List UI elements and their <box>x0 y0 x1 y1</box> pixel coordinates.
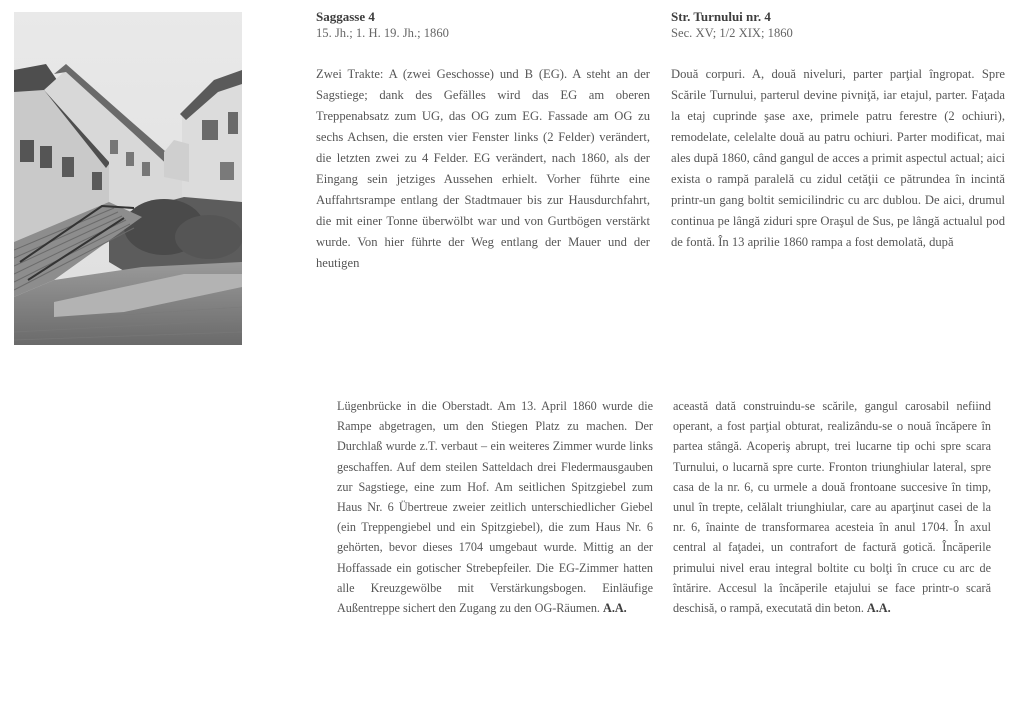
german-entry-bottom <box>337 396 653 618</box>
german-text-part2: Lügenbrücke in die Oberstadt. Am 13. April 1860 wurde die Rampe abgetragen, um den Stiegen Platz zu machen. Der Durchlaß wurde z.T. verbaut – ein weiteres Zimmer wurde links geschaffen. Auf dem steilen Satteldach drei Fledermausgauben zur Sagstiege, eine zum Hof. Am seitlichen Spitzgiebel zum Haus Nr. 6 Übertreue zweier zeitlich unterschiedlicher Giebel (ein Treppengiebel und ein Spitzgiebel), die zum Haus Nr. 6 gehörten, bevor dieses 1704 umgebaut wurde. Mittig an der Hoffassade ein gotischer Strebepfeiler. Die EG-Zimmer hatten alle Kreuzgewölbe mit Verstärkungsbogen. Einläufige Außentreppe sichert den Zugang zu den OG-Räumen. <box>337 399 653 616</box>
german-heading: Saggasse 4 <box>316 9 375 24</box>
german-text-part1: Zwei Trakte: A (zwei Geschosse) und B (EG). A steht an der Sagstiege; dank des Gefälles wird das EG am oberen Treppenabsatz zum UG, das OG zum EG. Fassade am OG zu sechs Achsen, die ersten vier Fenster links (2 Felder) verändert, die letzten zwei zu 4 Felder. EG verändert, nach 1860, als der Eingang sein jetziges Aussehen erhielt. Vorher führte eine Auffahrtsrampe entlang der Stadtmauer bis zur Hausdurchfahrt, die mit einer Tonne überwölbt war und von Gurtbögen verstärkt wurde. Von hier führte der Weg entlang der Mauer und der heutigen <box>316 67 650 270</box>
photo-image <box>14 12 242 345</box>
romanian-entry-top <box>671 8 1005 253</box>
romanian-entry-bottom <box>673 396 991 618</box>
german-signature: A.A. <box>603 601 627 616</box>
romanian-signature: A.A. <box>866 601 891 616</box>
german-text-part2-paragraph <box>337 396 653 618</box>
romanian-text-part2: această dată construindu-se scările, gangul carosabil nefiind operant, a fost parţial obturat, realizându-se o nouă încăpere în partea stângă. Acoperiş abrupt, trei lucarne tip ochi spre scara Turnului, o lucarnă spre curte. Fronton triunghiular lateral, spre casa de la nr. 6, cu urmele a două frontoane succesive în timp, unul în trepte, celălalt triunghiular, care au aparţinut casei de la nr. 6, înainte de transformarea acesteia în anul 1704. În axul central al faţadei, un contrafort de factură gotică. Încăperile primului nivel erau integral boltite cu bolţi în cruce cu arc de întărire. Accesul la încăperile etajului se face printr-o scară deschisă, o rampă, executată din beton. <box>673 399 991 616</box>
romanian-text-part2-paragraph <box>673 396 991 618</box>
german-entry-top <box>316 8 650 274</box>
romanian-dating: Sec. XV; 1/2 XIX; 1860 <box>671 26 793 40</box>
building-photo <box>14 12 242 345</box>
romanian-text-part1: Două corpuri. A, două niveluri, parter parţial îngropat. Spre Scările Turnului, parterul devine pivniţă, iar etajul, parter. Faţada la etaj cuprinde şase axe, primele patru ferestre (2 ochiuri), remodelate, celelalte două au patru ochiuri. Parter modificat, mai ales după 1860, când gangul de acces a primit aspectul actual; aici exista o rampă paralelă cu zidul cetăţii ce pătrundea în incintă printr-un gang boltit semicilindric cu arc dublou. De aici, drumul continua pe lângă ziduri spre Oraşul de Sus, pe lângă actualul pod de fontă. În 13 aprilie 1860 rampa a fost demolată, după <box>671 67 1005 249</box>
german-dating: 15. Jh.; 1. H. 19. Jh.; 1860 <box>316 26 449 40</box>
romanian-heading: Str. Turnului nr. 4 <box>671 9 771 24</box>
